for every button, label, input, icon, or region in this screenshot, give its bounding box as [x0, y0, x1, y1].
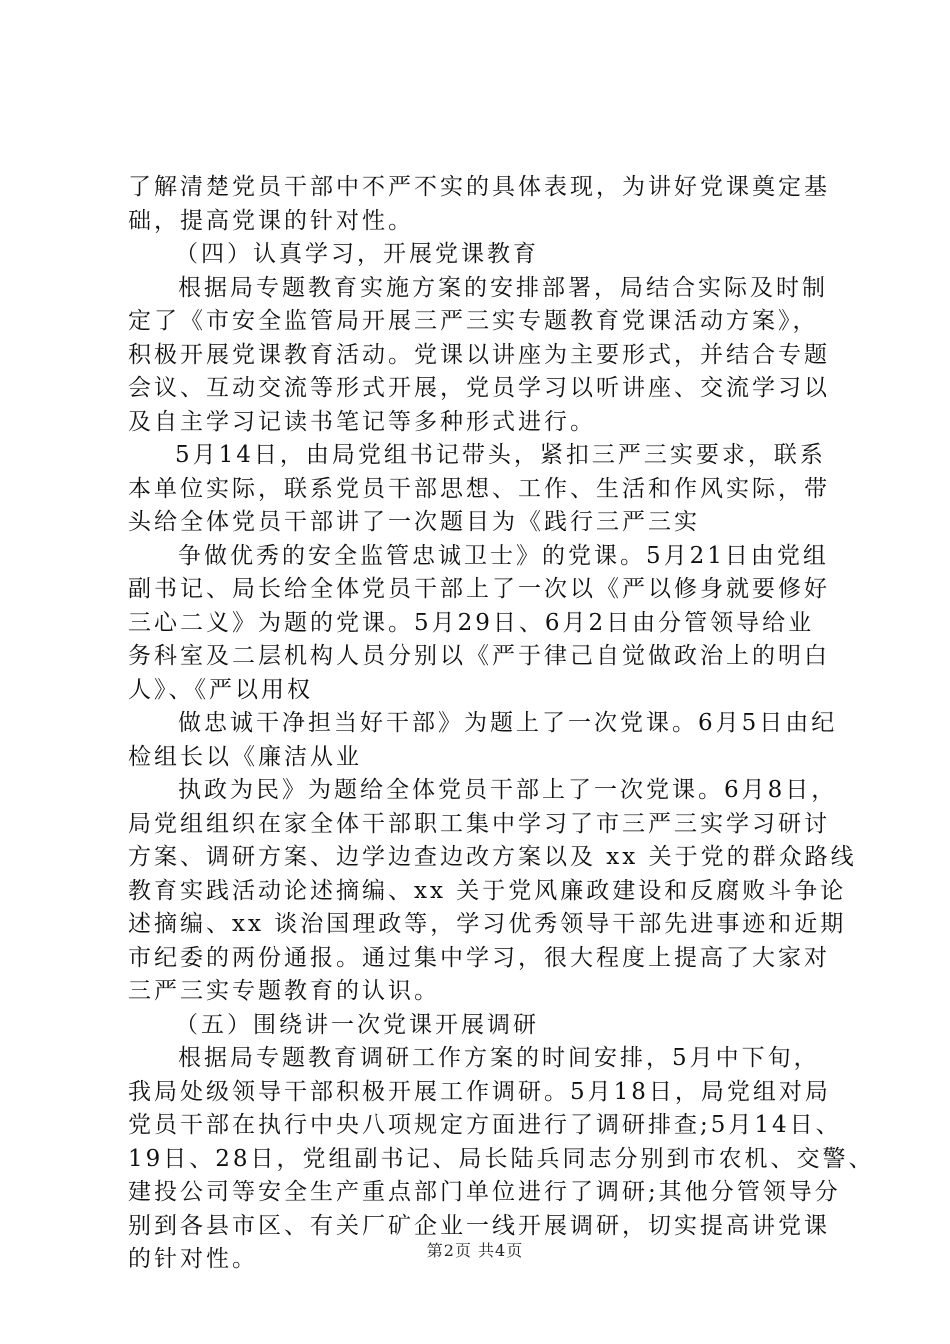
- text-line: 定了《市安全监管局开展三严三实专题教育党课活动方案》，: [128, 308, 819, 334]
- text-line: 方案、调研方案、边学边查边改方案以及 xx 关于党的群众路线: [128, 844, 857, 870]
- page-footer: [0, 1238, 950, 1261]
- text-line: 市纪委的两份通报。通过集中学习，很大程度上提高了大家对: [128, 944, 830, 971]
- text-line: 建投公司等安全生产重点部门单位进行了调研;其他分管领导分: [128, 1179, 841, 1205]
- text-line: 执政为民》为题给全体党员干部上了一次党课。6月8日，: [178, 777, 838, 803]
- text-line: 积极开展党课教育活动。党课以讲座为主要形式，并结合专题: [128, 341, 830, 368]
- document-body: [128, 171, 875, 1277]
- text-line: 本单位实际，联系党员干部思想、工作、生活和作风实际，带: [128, 475, 830, 502]
- section-heading: （四）认真学习，开展党课教育: [175, 241, 539, 267]
- text-line: 19日、28日，党组副书记、局长陆兵同志分别到市农机、交警、: [128, 1145, 875, 1172]
- text-line: 根据局专题教育实施方案的安排部署，局结合实际及时制: [178, 274, 828, 301]
- text-line: 争做优秀的安全监管忠诚卫士》的党课。5月21日由党组: [178, 542, 829, 569]
- text-line: 会议、互动交流等形式开展，党员学习以听讲座、交流学习以: [128, 375, 830, 401]
- text-line: 头给全体党员干部讲了一次题目为《践行三严三实: [128, 509, 700, 535]
- text-line: 5月14日，由局党组书记带头，紧扣三严三实要求，联系: [175, 442, 826, 468]
- text-line: 根据局专题教育调研工作方案的时间安排，5月中下旬，: [178, 1045, 820, 1071]
- text-line: 础，提高党课的针对性。: [128, 207, 414, 234]
- text-line: 三严三实专题教育的认识。: [128, 978, 440, 1004]
- text-line: 党员干部在执行中央八项规定方面进行了调研排查;5月14日、: [128, 1112, 842, 1138]
- text-line: 做忠诚干净担当好干部》为题上了一次党课。6月5日由纪: [178, 710, 838, 736]
- text-line: 述摘编、xx 谈治国理政等，学习优秀领导干部先进事迹和近期: [128, 911, 847, 937]
- text-line: 三心二义》为题的党课。5月29日、6月2日由分管领导给业: [128, 609, 815, 636]
- page-number: 第2页 共4页: [426, 1241, 524, 1260]
- text-line: 我局处级领导干部积极开展工作调研。5月18日，局党组对局: [128, 1078, 831, 1105]
- text-line: 检组长以《廉洁从业: [128, 743, 362, 770]
- text-line: 的针对性。: [128, 1246, 258, 1272]
- text-line: 及自主学习记读书笔记等多种形式进行。: [128, 408, 596, 435]
- section-heading: （五）围绕讲一次党课开展调研: [175, 1011, 539, 1038]
- text-line: 了解清楚党员干部中不严不实的具体表现，为讲好党课奠定基: [128, 174, 830, 200]
- text-line: 务科室及二层机构人员分别以《严于律己自觉做政治上的明白: [128, 643, 830, 669]
- text-line: 教育实践活动论述摘编、xx 关于党风廉政建设和反腐败斗争论: [128, 877, 847, 904]
- text-line: 人》、《严以用权: [128, 676, 313, 703]
- text-line: 副书记、局长给全体党员干部上了一次以《严以修身就要修好: [128, 576, 830, 602]
- text-line: 局党组组织在家全体干部职工集中学习了市三严三实学习研讨: [128, 810, 830, 837]
- text-line: 别到各县市区、有关厂矿企业一线开展调研，切实提高讲党课: [128, 1212, 830, 1239]
